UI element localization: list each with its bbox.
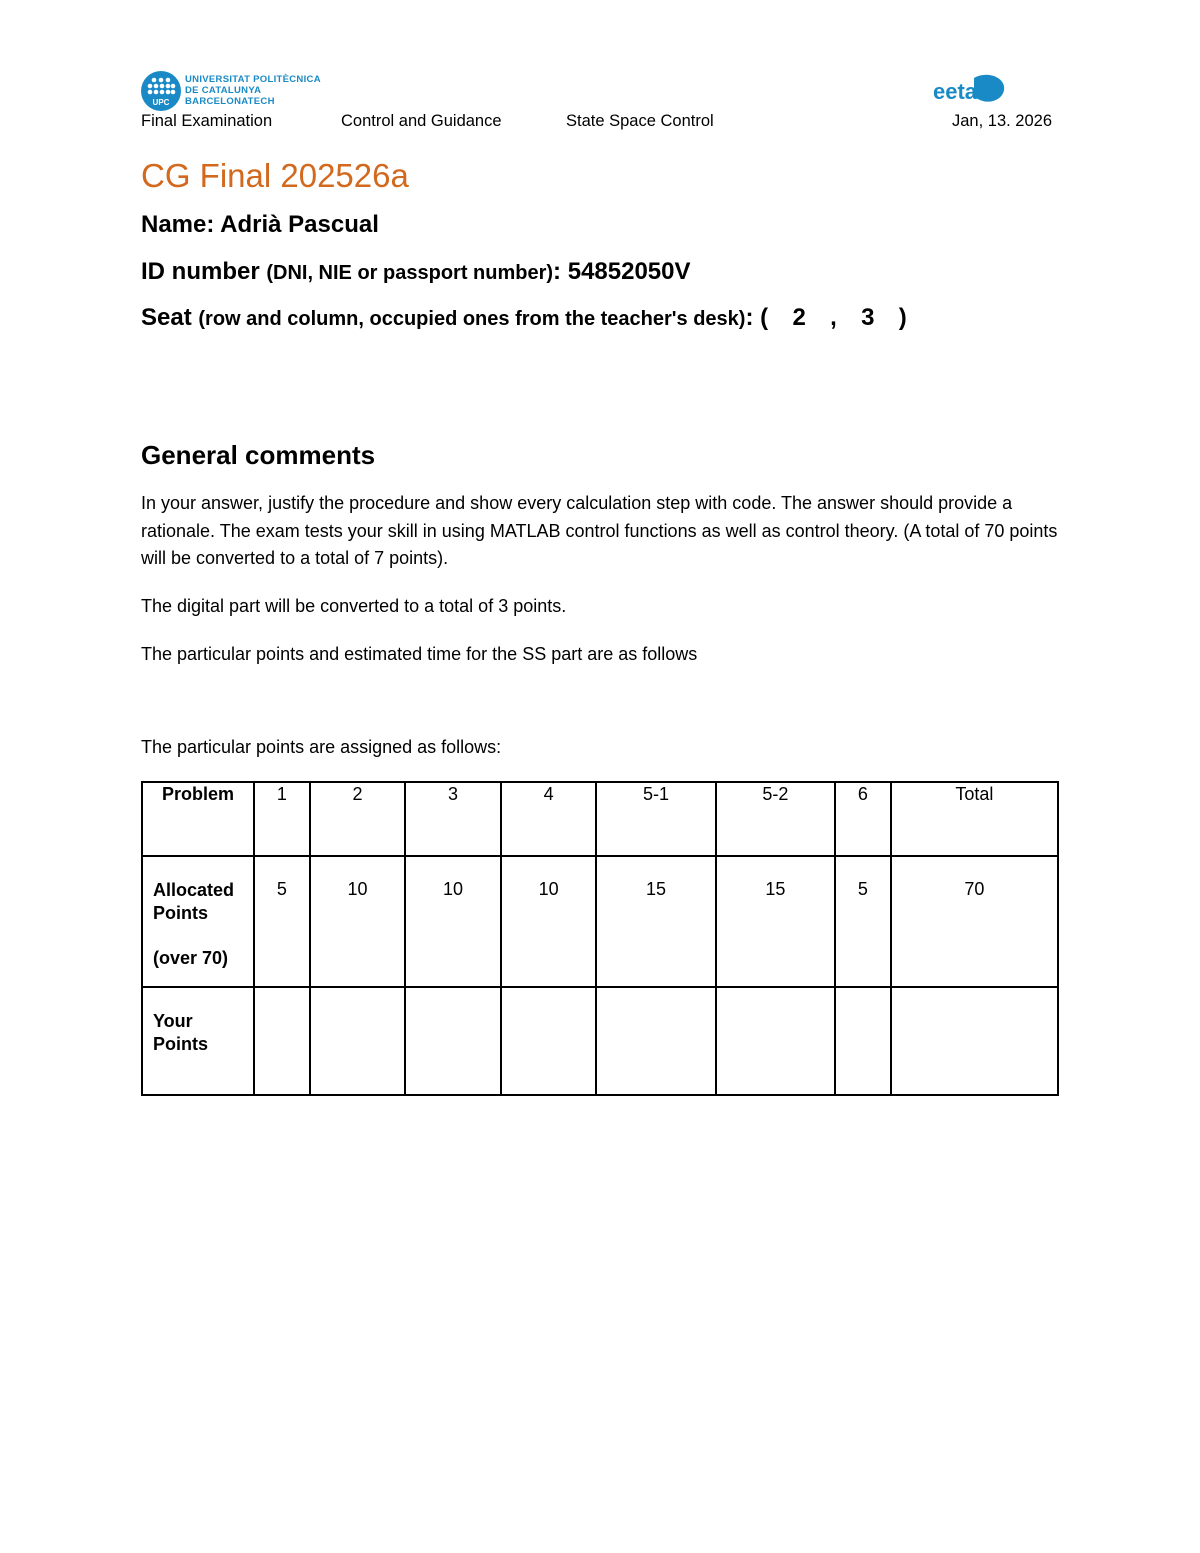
your-points-cell xyxy=(596,987,715,1095)
upc-seal-icon xyxy=(141,71,181,111)
seat-comma: , xyxy=(830,304,837,331)
id-value: 54852050V xyxy=(567,258,691,285)
eetac-logo-icon xyxy=(930,72,1010,112)
your-points-cell xyxy=(405,987,501,1095)
svg-text:UPC: UPC xyxy=(152,98,170,107)
name-value: Adrià Pascual xyxy=(220,211,379,238)
digital-part-note: The digital part will be converted to a total of 3 points. xyxy=(141,596,567,616)
id-label: ID number xyxy=(141,258,267,285)
problem-cell: 1 xyxy=(254,782,310,856)
general-comments-heading: General comments xyxy=(141,440,376,470)
upc-logo xyxy=(141,71,341,111)
header-topic: State Space Control xyxy=(566,112,714,130)
problem-cell: 3 xyxy=(405,782,501,856)
problem-cell: 6 xyxy=(835,782,891,856)
problem-row xyxy=(142,782,1058,856)
page-title: CG Final 202526a xyxy=(141,157,409,194)
eetac-logo xyxy=(930,72,1010,112)
instructions-paragraph: In your answer, justify the procedure and show every calculation step with code. The answer should provide a rationale. The exam tests your skill in using MATLAB control functions as well as control theory. (A total of 70 points will be converted to a total of 7 points). xyxy=(141,493,1058,568)
problem-total-cell: Total xyxy=(891,782,1058,856)
name-line xyxy=(141,210,379,240)
problem-cell: 4 xyxy=(501,782,597,856)
allocated-total-cell: 70 xyxy=(891,856,1058,987)
allocated-cell: 5 xyxy=(835,856,891,987)
your-points-cell xyxy=(835,987,891,1095)
your-points-cell xyxy=(716,987,835,1095)
upc-name-line-3: BARCELONATECH xyxy=(185,96,275,107)
seat-close: ) xyxy=(898,304,907,331)
id-separator: : xyxy=(553,258,568,285)
allocated-cell: 15 xyxy=(596,856,715,987)
points-intro: The particular points are assigned as follows: xyxy=(141,737,502,757)
upc-name-line-1: UNIVERSITAT POLITÈCNICA xyxy=(185,74,321,85)
allocated-sub-label: (over 70) xyxy=(153,948,229,968)
seat-line xyxy=(141,303,907,334)
problem-cell: 5-1 xyxy=(596,782,715,856)
header-exam-type: Final Examination xyxy=(141,112,273,130)
seat-label: Seat xyxy=(141,304,199,331)
seat-row: 2 xyxy=(792,304,806,331)
name-label: Name: xyxy=(141,211,221,238)
points-table xyxy=(141,781,1059,1096)
seat-column: 3 xyxy=(861,304,875,331)
svg-text:eetac: eetac xyxy=(933,79,990,104)
allocated-cell: 10 xyxy=(405,856,501,987)
allocated-cell: 5 xyxy=(254,856,310,987)
allocated-cell: 10 xyxy=(501,856,597,987)
problem-cell: 2 xyxy=(310,782,406,856)
allocated-label-cell xyxy=(142,856,254,987)
your-points-total-cell xyxy=(891,987,1058,1095)
header-date: Jan, 13. 2026 xyxy=(952,112,1052,130)
allocated-cell: 10 xyxy=(310,856,406,987)
your-points-row xyxy=(142,987,1058,1095)
header-course: Control and Guidance xyxy=(341,112,502,130)
your-points-label: Your Points xyxy=(142,987,254,1095)
allocated-label: Allocated Points xyxy=(153,880,235,923)
problem-header-cell: Problem xyxy=(142,782,254,856)
upc-name-line-2: DE CATALUNYA xyxy=(185,85,262,96)
id-hint: (DNI, NIE or passport number) xyxy=(266,262,554,284)
id-line xyxy=(141,257,691,288)
your-points-cell xyxy=(501,987,597,1095)
problem-cell: 5-2 xyxy=(716,782,835,856)
allocated-cell: 15 xyxy=(716,856,835,987)
your-points-cell xyxy=(310,987,406,1095)
allocated-row xyxy=(142,856,1058,987)
seat-open: : ( xyxy=(745,304,769,331)
seat-hint: (row and column, occupied ones from the teacher's desk) xyxy=(198,308,746,330)
ss-part-note: The particular points and estimated time for the SS part are as follows xyxy=(141,644,698,664)
your-points-cell xyxy=(254,987,310,1095)
